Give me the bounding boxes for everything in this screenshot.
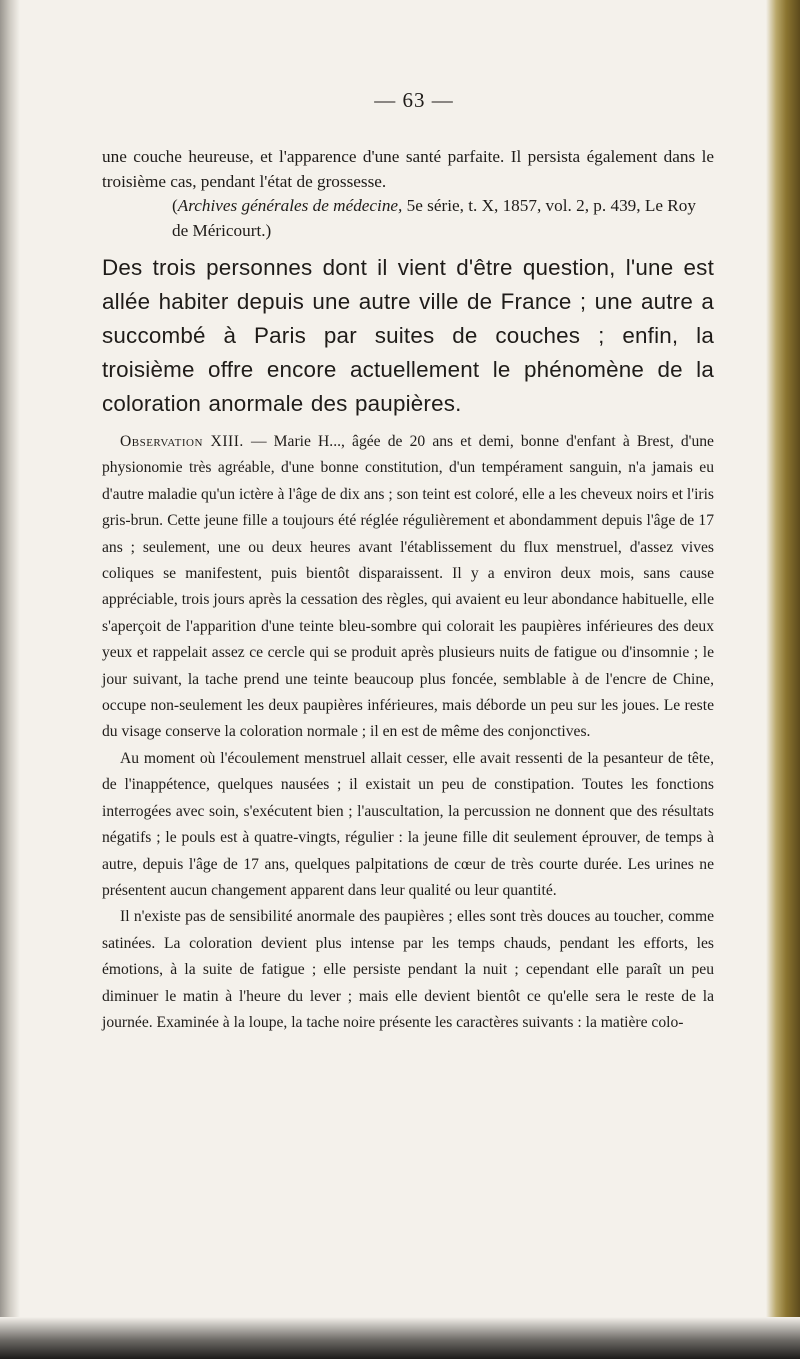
page-edge-right — [766, 0, 800, 1359]
intro-paragraph: une couche heureuse, et l'apparence d'une santé parfaite. Il persista également dans le troisième cas, pendant l'état de grossesse. — [102, 147, 714, 191]
page-edge-bottom — [0, 1317, 800, 1359]
citation — [172, 194, 714, 243]
observation-label: Observation XIII. — [120, 433, 244, 450]
page-number: — 63 — — [374, 88, 454, 112]
page-content — [102, 88, 714, 1036]
citation-source-title: Archives générales de médecine, — [177, 196, 403, 215]
paragraph-sensibility: Il n'existe pas de sensibilité anormale des paupières ; elles sont très douces au toucher, comme satinées. La coloration devient plus intense par les temps chauds, pendant les efforts, les émotions, à la suite de fatigue ; elle persiste pendant la nuit ; cependant elle paraît un peu diminuer le matin à l'heure du lever ; mais elle devient bientôt ce qu'elle sera le reste de la journée. Examinée à la loupe, la tache noire présente les caractères suivants : la matière colo- — [102, 908, 714, 1031]
paragraph-symptoms: Au moment où l'écoulement menstruel allait cesser, elle avait ressenti de la pesanteur de tête, de l'inappétence, quelques nausées ; il existait un peu de constipation. Toutes les fonctions interrogées avec soin, s'exécutent bien ; l'auscultation, la percussion ne donnent que des résultats négatifs ; le pouls est à quatre-vingts, régulier : la jeune fille dit seulement éprouver, de temps à autre, depuis l'âge de 17 ans, quelques palpitations de cœur de très courte durée. Les urines ne présentent aucun changement apparent dans leur qualité ou leur quantité. — [102, 749, 714, 899]
citation-open-paren: ( — [172, 196, 178, 215]
citation-details: 5e série, t. X, 1857, vol. 2, p. 439, Le Roy de Méricourt.) — [172, 196, 696, 240]
section-heading: Des trois personnes dont il vient d'être question, l'une est allée habiter depuis une autre ville de France ; une autre a succombé à Paris par suites de couches ; enfin, la troisième offre encore actuellement le phénomène de la coloration anormale des paupières. — [102, 255, 714, 416]
page-spine-shadow — [0, 0, 20, 1359]
observation-text: — Marie H..., âgée de 20 ans et demi, bonne d'enfant à Brest, d'une physionomie très agréable, d'une bonne constitution, d'un tempérament sanguin, n'a jamais eu d'autre maladie qu'un ictère à l'âge de dix ans ; son teint est coloré, elle a les cheveux noirs et l'iris gris-brun. Cette jeune fille a toujours été réglée régulièrement et abondamment depuis l'âge de 17 ans ; seulement, une ou deux heures avant l'établissement du flux menstruel, d'assez vives coliques se manifestent, puis bientôt disparaissent. Il y a environ deux mois, sans cause appréciable, trois jours après la cessation des règles, qui avaient eu leur abondance habituelle, elle s'aperçoit de l'apparition d'une teinte bleu-sombre qui colorait les paupières inférieures des deux yeux et rappelait assez ce cercle qui se produit après plusieurs nuits de fatigue ou d'insomnie ; le jour suivant, la tache prend une teinte beaucoup plus foncée, semblable à de l'encre de Chine, occupe non-seulement les deux paupières inférieures, mais déborde un peu sur les joues. Le reste du visage conserve la coloration normale ; il en est de même des conjonctives. — [102, 433, 714, 741]
observation-paragraph — [102, 429, 714, 746]
